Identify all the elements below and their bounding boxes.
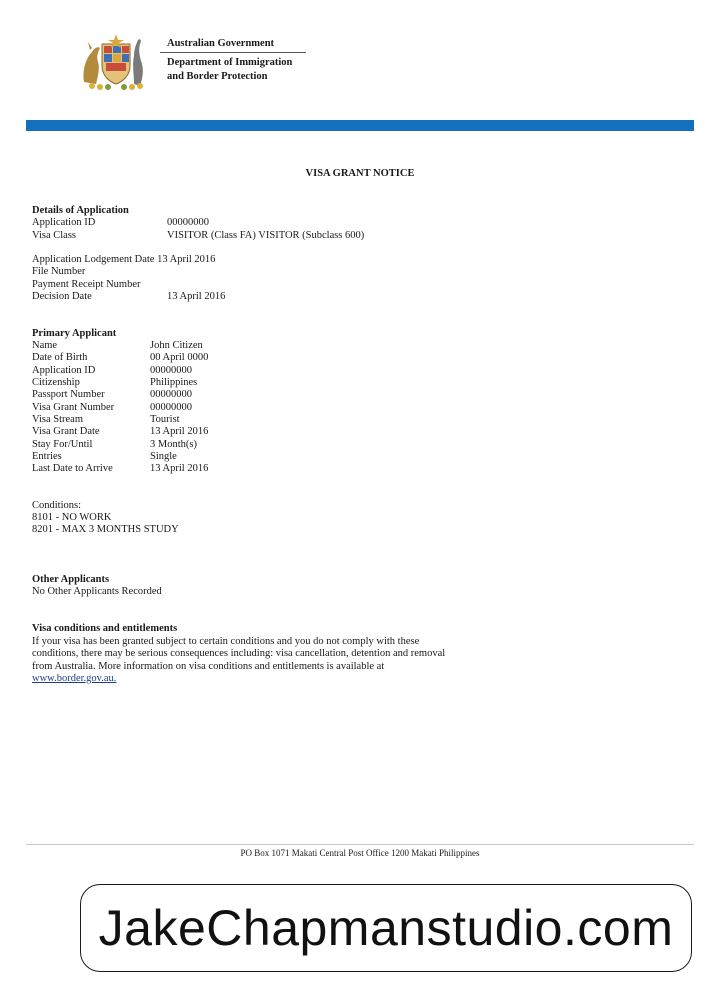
primary-application-id-value: 00000000	[150, 365, 192, 376]
visa-stream-label: Visa Stream	[32, 414, 83, 425]
lodgement-date-row	[32, 254, 215, 266]
visa-class-label: Visa Class	[32, 230, 76, 241]
visa-grant-number-label: Visa Grant Number	[32, 402, 115, 413]
other-applicants-text: No Other Applicants Recorded	[32, 586, 162, 597]
visa-grant-date-label: Visa Grant Date	[32, 426, 100, 437]
entitlements-body: If your visa has been granted subject to certain conditions and you do not comply with these conditions, there may be serious consequences including: visa cancellation, detention and removal from Australia. More information on visa conditions and entitlements is available at	[32, 636, 446, 672]
visa-class-value: VISITOR (Class FA) VISITOR (Subclass 600)	[167, 230, 365, 241]
stay-for-value: 3 Month(s)	[150, 439, 197, 450]
lodgement-date-value: 13 April 2016	[157, 254, 216, 265]
coat-of-arms-icon	[78, 32, 154, 90]
footer-address: PO Box 1071 Makati Central Post Office 1200 Makati Philippines	[240, 848, 480, 858]
watermark-box	[80, 884, 692, 972]
department-line-2: and Border Protection	[167, 71, 268, 82]
blue-banner	[26, 120, 694, 131]
entitlements-heading: Visa conditions and entitlements	[32, 623, 178, 634]
condition-item: 8101 - NO WORK	[32, 512, 112, 523]
entitlements-paragraph	[32, 636, 452, 685]
citizenship-value: Philippines	[150, 377, 198, 388]
passport-number-value: 00000000	[150, 389, 192, 400]
citizenship-label: Citizenship	[32, 377, 80, 388]
visa-stream-value: Tourist	[150, 414, 180, 425]
name-value: John Citizen	[150, 340, 203, 351]
file-number-label: File Number	[32, 266, 86, 277]
footer-divider	[26, 844, 694, 845]
name-label: Name	[32, 340, 58, 351]
visa-grant-number-value: 00000000	[150, 402, 192, 413]
government-title: Australian Government	[167, 38, 275, 49]
header-divider	[160, 52, 306, 53]
details-heading: Details of Application	[32, 205, 129, 216]
entries-value: Single	[150, 451, 177, 462]
decision-date-value: 13 April 2016	[167, 291, 226, 302]
visa-grant-date-value: 13 April 2016	[150, 426, 209, 437]
last-arrive-label: Last Date to Arrive	[32, 463, 113, 474]
border-website-link[interactable]: www.border.gov.au.	[32, 672, 117, 684]
department-line-1: Department of Immigration	[167, 57, 293, 68]
decision-date-label: Decision Date	[32, 291, 92, 302]
dob-label: Date of Birth	[32, 352, 88, 363]
conditions-label: Conditions:	[32, 500, 82, 511]
application-id-label: Application ID	[32, 217, 96, 228]
condition-item: 8201 - MAX 3 MONTHS STUDY	[32, 524, 179, 535]
primary-applicant-heading: Primary Applicant	[32, 328, 117, 339]
watermark-text: JakeChapmanstudio.com	[98, 899, 674, 956]
payment-receipt-label: Payment Receipt Number	[32, 279, 141, 290]
application-id-value: 00000000	[167, 217, 209, 228]
notice-title: VISA GRANT NOTICE	[305, 168, 415, 179]
dob-value: 00 April 0000	[150, 352, 209, 363]
primary-application-id-label: Application ID	[32, 365, 96, 376]
passport-number-label: Passport Number	[32, 389, 105, 400]
other-applicants-heading: Other Applicants	[32, 574, 110, 585]
lodgement-date-label: Application Lodgement Date	[32, 254, 155, 265]
department-name	[167, 56, 292, 84]
entries-label: Entries	[32, 451, 62, 462]
last-arrive-value: 13 April 2016	[150, 463, 209, 474]
stay-for-label: Stay For/Until	[32, 439, 93, 450]
